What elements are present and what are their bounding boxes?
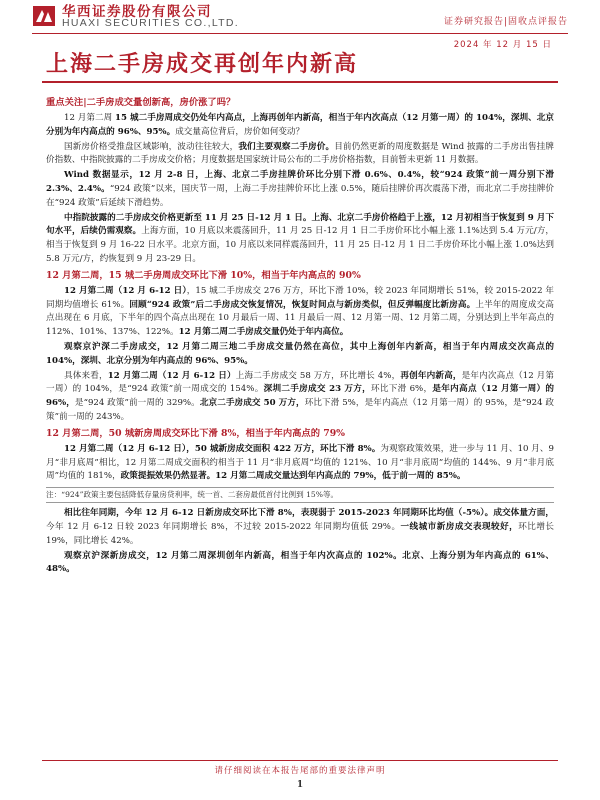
paragraph: 相比往年同期，今年 12 月 6-12 日新房成交环比下滑 8%，表现弱于 2015-2023 年同期环比均值（-5%）。成交体量方面，今年 12 月 6-12 日较 2023 年同期增长 8%，不过较 2015-2022 年同期均值低 29%。一线城市新房成交表现较好，环比增长 19%，同比增长 42%。 [46, 508, 554, 546]
paragraph: 观察京沪深新房成交，12 月第二周深圳创年内新高，相当于年内次高点的 102%。北京、上海分别为年内高点的 61%、48%。 [46, 550, 554, 575]
legal-disclaimer: 请仔细阅读在本报告尾部的重要法律声明 [214, 766, 386, 776]
title-divider [42, 81, 558, 83]
report-header [0, 0, 600, 34]
report-date: 2024 年 12 月 15 日 [453, 40, 552, 50]
footer-divider [42, 760, 558, 761]
brand-name-en: HUAXI SECURITIES CO.,LTD. [62, 17, 239, 29]
paragraph: Wind 数据显示，12 月 2-8 日，上海、北京二手房挂牌价环比分别下滑 0.6%、0.4%，较“924 政策”前一周分别下滑 2.3%、2.4%。“924 政策”以来，国庆节一周，上海二手房挂牌价环比上涨 0.5%，随后挂牌价再次震荡下滑，而北京二手房挂牌价在“924 政策”后延续下滑趋势。 [46, 170, 554, 208]
header-divider [32, 33, 568, 34]
paragraph: 12 月第二周（12 月 6-12 日），50 城新房成交面积 422 万方，环比下滑 8%。为观察政策效果，进一步与 11 月、10 月、9 月“非月底周”相比，12 月第二周成交面积约相当于 11 月“非月底周”均值的 121%、10 月“非月底周”均值的 144%、9 月“非月底周”均值的 181%，政策提振效果仍然显著。12 月第二周成交量达到年内高点的 79%，低于前一周的 85%。 [46, 443, 554, 482]
section-heading-focus: 重点关注|二手房成交量创新高，房价涨了吗？ [46, 97, 236, 108]
paragraph: 国新房价格受推盘区域影响，波动往往较大，我们主要观察二手房价。目前仍然更新的周度数据是 Wind 披露的二手房出售挂牌价指数、中指院披露的二手房成交价格；月度数据是国家统计局公布的二手房价格指数，目前暂未更新 11 月数据。 [46, 141, 554, 166]
paragraph: 12 月第二周 15 城二手房周成交仍处年内高点，上海再创年内新高，相当于年内次高点（12 月第一周）的 104%，深圳、北京分别为年内高点的 96%、95%。成交量高位背后，房价如何变动？ [46, 113, 554, 137]
page-title: 上海二手房成交再创年内新高 [46, 51, 359, 77]
paragraph: 观察京沪深二手房成交，12 月第二周三地二手房成交量仍然在高位，其中上海创年内新高，相当于年内周成交次高点的 104%，深圳、北京分别为年内高点的 96%、95%。 [46, 341, 554, 366]
policy-note [46, 487, 554, 503]
brand-name-cn: 华西证券股份有限公司 [62, 4, 212, 20]
report-body [46, 96, 554, 578]
paragraph: 中指院披露的二手房成交价格更新至 11 月 25 日-12 月 1 日。上海、北京二手房价格趋于上涨，12 月初相当于恢复到 9 月下旬水平，后续仍需观察。上海方面，10 月底以来震荡回升，11 月 25 日-12 月 1 日二手房价环比小幅上涨 1.1%达到 5.4 万元/方，相当于恢复到 9 月 16-22 日水平。北京方面，10 月底以来同样震荡回升，11 月 25 日-12 月 1 日二手房价环比小幅上涨 1.0%达到 5.8 万元/方，约恢复到 9 月 23-29 日。 [46, 212, 554, 264]
page-number: 1 [296, 780, 304, 790]
paragraph: 具体来看，12 月第二周（12 月 6-12 日）上海二手房成交 58 万方，环比增长 4%，再创年内新高，是年内次高点（12 月第一周）的 104%，是“924 政策”前一周成交的 154%。深圳二手房成交 23 万方，环比下滑 6%，是年内高点（12 月第一周）的 96%，是“924 政策”前一周的 329%。北京二手房成交 50 万方，环比下滑 5%，是年内高点（12 月第一周）的 95%，是“924 政策”前一周的 243%。 [46, 370, 554, 422]
section-heading-resale: 12 月第二周，15 城二手房周成交环比下滑 10%，相当于年内高点的 90% [46, 269, 361, 281]
huaxi-logo-icon [32, 4, 56, 28]
paragraph: 12 月第二周（12 月 6-12 日），15 城二手房成交 276 万方，环比下滑 10%，较 2023 年同期增长 51%，较 2015-2022 年同期均值增长 61%。回顾“924 政策”后二手房成交恢复情况，恢复时间点与新房类似，但反弹幅度比新房高。上半年的周度成交高点出现在 6 月底，下半年的四个高点出现在 10 月最后一周、11 月最后一周、12 月第一周、12 月第二周，分别达到上半年高点的 112%、101%、137%、122%。12 月第二周二手房成交量仍处于年内高位。 [46, 285, 554, 338]
section-heading-new-homes: 12 月第二周，50 城新房周成交环比下滑 8%，相当于年内高点的 79% [46, 427, 346, 439]
report-type: 证券研究报告|固收点评报告 [443, 17, 568, 27]
note-text: 注：“924”政策主要包括降低存量房贷利率，统一首、二套房最低首付比例到 15%等。 [46, 490, 339, 500]
